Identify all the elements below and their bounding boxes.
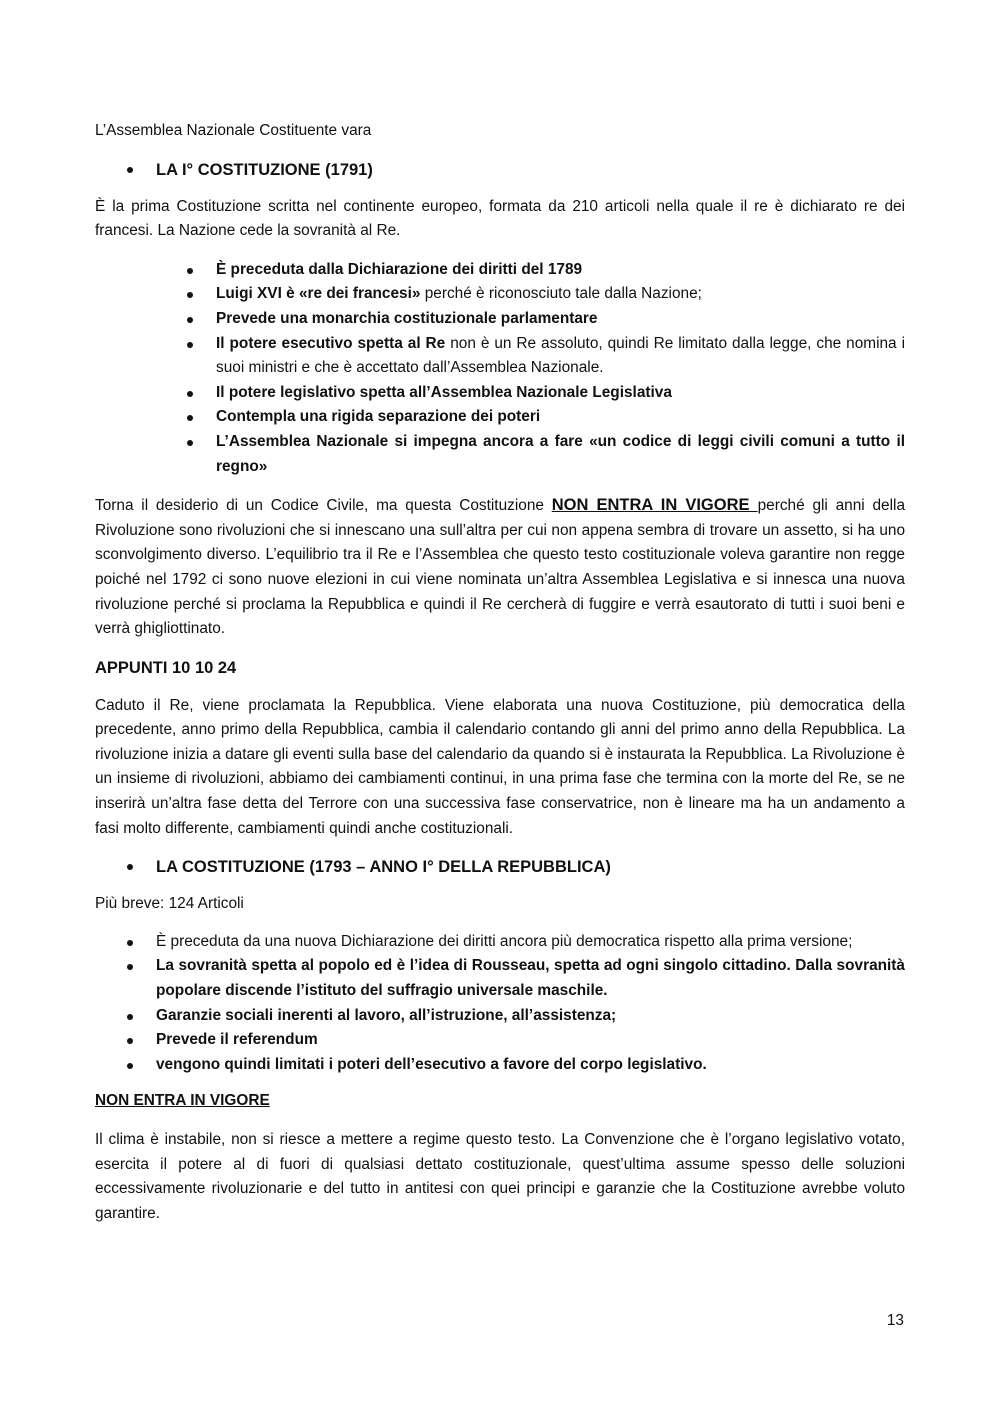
bullet-icon [187, 317, 193, 323]
not-in-force-emphasis: NON ENTRA IN VIGORE [551, 496, 758, 515]
list-item: La sovranità spetta al popolo ed è l’idea di Rousseau, spetta ad ogni singolo cittadino. Dalla sovranità popolare discende l’istituto del suffragio universale maschile. [156, 954, 905, 1003]
bullet-icon [187, 268, 193, 274]
paragraph-1791-intro: È la prima Costituzione scritta nel continente europeo, formata da 210 articoli nella quale il re è dichiarato re dei francesi. La Nazione cede la sovranità al Re. [95, 197, 905, 240]
subtitle-1793: Più breve: 124 Articoli [95, 895, 244, 913]
list-item: L’Assemblea Nazionale si impegna ancora a fare «un codice di leggi civili comuni a tutto il regno» [216, 430, 905, 479]
bullet-icon [187, 440, 193, 446]
list-item: Contempla una rigida separazione dei poteri [216, 405, 905, 430]
bullet-icon [187, 292, 193, 298]
section-heading-1791: LA I° COSTITUZIONE (1791) [95, 158, 905, 182]
bullet-icon [127, 1038, 133, 1044]
list-item: È preceduta dalla Dichiarazione dei diritti del 1789 [216, 258, 905, 283]
bullet-icon [127, 940, 133, 946]
paragraph-notes: Caduto il Re, viene proclamata la Repubblica. Viene elaborata una nuova Costituzione, più democratica della precedente, anno primo della Repubblica, cambia il calendario contando gli anni del primo anno della Repubblica. La rivoluzione inizia a datare gli eventi sulla base del calendario da quando si è instaurata la Repubblica. La Rivoluzione è un insieme di rivoluzioni, abbiamo dei cambiamenti continui, in una prima fase che termina con la morte del Re, se ne inserirà un’altra fase detta del Terrore con una successiva fase conservatrice, non è lineare ma ha un andamento a fasi molto differente, cambiamenti quindi anche costituzionali. [95, 696, 905, 837]
bullet-icon [127, 864, 133, 870]
document-page [95, 119, 905, 1226]
list-item: Il potere esecutivo spetta al Re non è un Re assoluto, quindi Re limitato dalla legge, che nomina i suoi ministri e che è accettato dall’Assemblea Nazionale. [216, 332, 905, 381]
bullet-icon [127, 1014, 133, 1020]
list-1793-features [95, 930, 905, 1078]
bullet-icon [187, 415, 193, 421]
bullet-icon [187, 391, 193, 397]
section-heading-1793: LA COSTITUZIONE (1793 – ANNO I° DELLA REPUBBLICA) [95, 855, 905, 879]
section-heading-notes: APPUNTI 10 10 24 [95, 658, 237, 677]
bullet-icon [127, 964, 133, 970]
page-number: 13 [886, 1312, 904, 1329]
list-item: Prevede una monarchia costituzionale parlamentare [216, 307, 905, 332]
list-item: Garanzie sociali inerenti al lavoro, all’istruzione, all’assistenza; [156, 1004, 905, 1029]
list-item: Prevede il referendum [156, 1028, 905, 1053]
list-item: È preceduta da una nuova Dichiarazione dei diritti ancora più democratica rispetto alla prima versione; [156, 930, 905, 955]
list-1791-features [95, 258, 905, 479]
list-item: vengono quindi limitati i poteri dell’esecutivo a favore del corpo legislativo. [156, 1053, 905, 1078]
list-item: Il potere legislativo spetta all’Assemblea Nazionale Legislativa [216, 381, 905, 406]
bullet-icon [127, 1063, 133, 1069]
bullet-icon [187, 342, 193, 348]
paragraph-1791-outcome: Torna il desiderio di un Codice Civile, ma questa Costituzione NON ENTRA IN VIGORE perché gli anni della Rivoluzione sono rivoluzioni che si innescano una sull’altra per cui non appena sembra di trovare un assetto, si ha uno sconvolgimento diverso. L’equilibrio tra il Re e l’Assemblea che questo testo costituzionale voleva garantire non regge poiché nel 1792 ci sono nuove elezioni in cui viene nominata un’altra Assemblea Legislativa e si innesca una nuova rivoluzione perché si proclama la Repubblica e quindi il Re cercherà di fuggire e verrà esautorato di tutti i suoi beni e verrà ghigliottinato. [95, 496, 905, 638]
bullet-icon [127, 167, 133, 173]
paragraph-final: Il clima è instabile, non si riesce a mettere a regime questo testo. La Convenzione che è l’organo legislativo votato, esercita il potere al di fuori di qualsiasi dettato costituzionale, quest’ultima assume spesso delle soluzioni eccessivamente rivoluzionarie e del tutto in antitesi con quei principi e garanzie che la Costituzione avrebbe voluto garantire. [95, 1131, 905, 1222]
not-in-force-heading: NON ENTRA IN VIGORE [95, 1092, 270, 1110]
list-item: Luigi XVI è «re dei francesi» perché è riconosciuto tale dalla Nazione; [216, 282, 905, 307]
intro-text: L’Assemblea Nazionale Costituente vara [95, 122, 372, 139]
